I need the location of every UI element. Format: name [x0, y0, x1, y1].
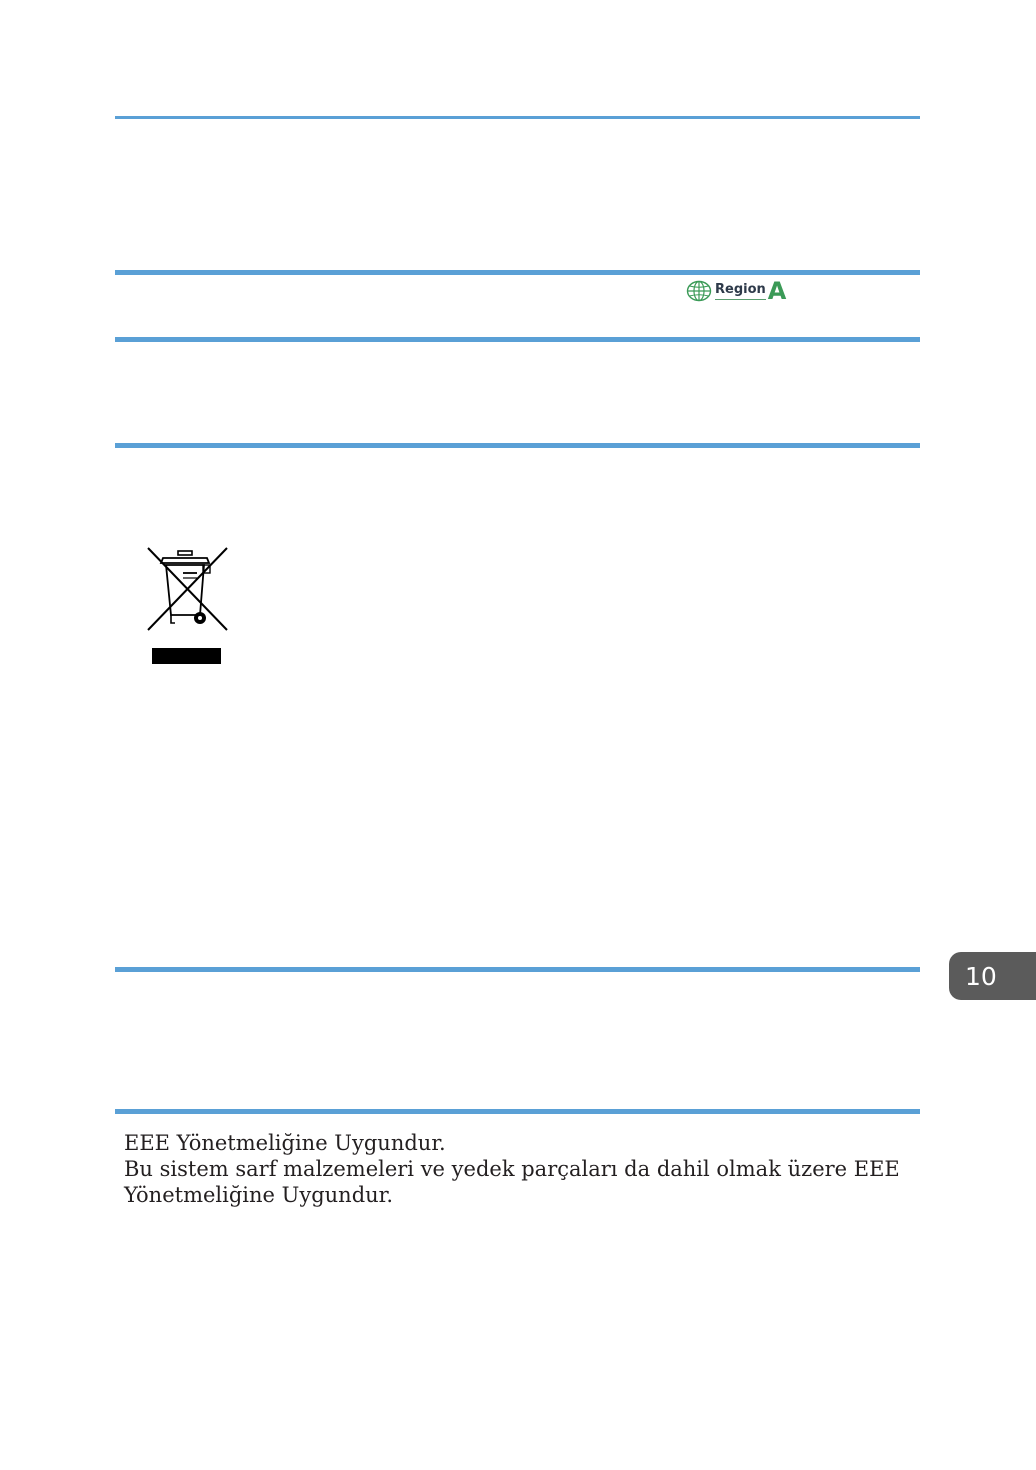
section-rule-1 [115, 270, 920, 275]
crossed-out-wheelie-bin-icon [145, 545, 231, 667]
globe-icon [686, 280, 712, 302]
compliance-heading: EEE Yönetmeliğine Uygundur. [124, 1131, 446, 1155]
compliance-body: Bu sistem sarf malzemeleri ve yedek parçaları da dahil olmak üzere EEE Yönetmeliğine Uygundur. [124, 1157, 900, 1207]
top-rule [115, 116, 920, 119]
chapter-tab [949, 952, 1036, 1000]
compliance-text-block [124, 1130, 924, 1208]
section-rule-2 [115, 337, 920, 342]
chapter-number: 10 [965, 961, 997, 991]
section-rule-5 [115, 1109, 920, 1114]
region-letter: A [767, 277, 787, 305]
section-rule-3 [115, 443, 920, 448]
region-badge [686, 279, 786, 303]
section-rule-4 [115, 967, 920, 972]
region-label: Region [715, 282, 766, 300]
